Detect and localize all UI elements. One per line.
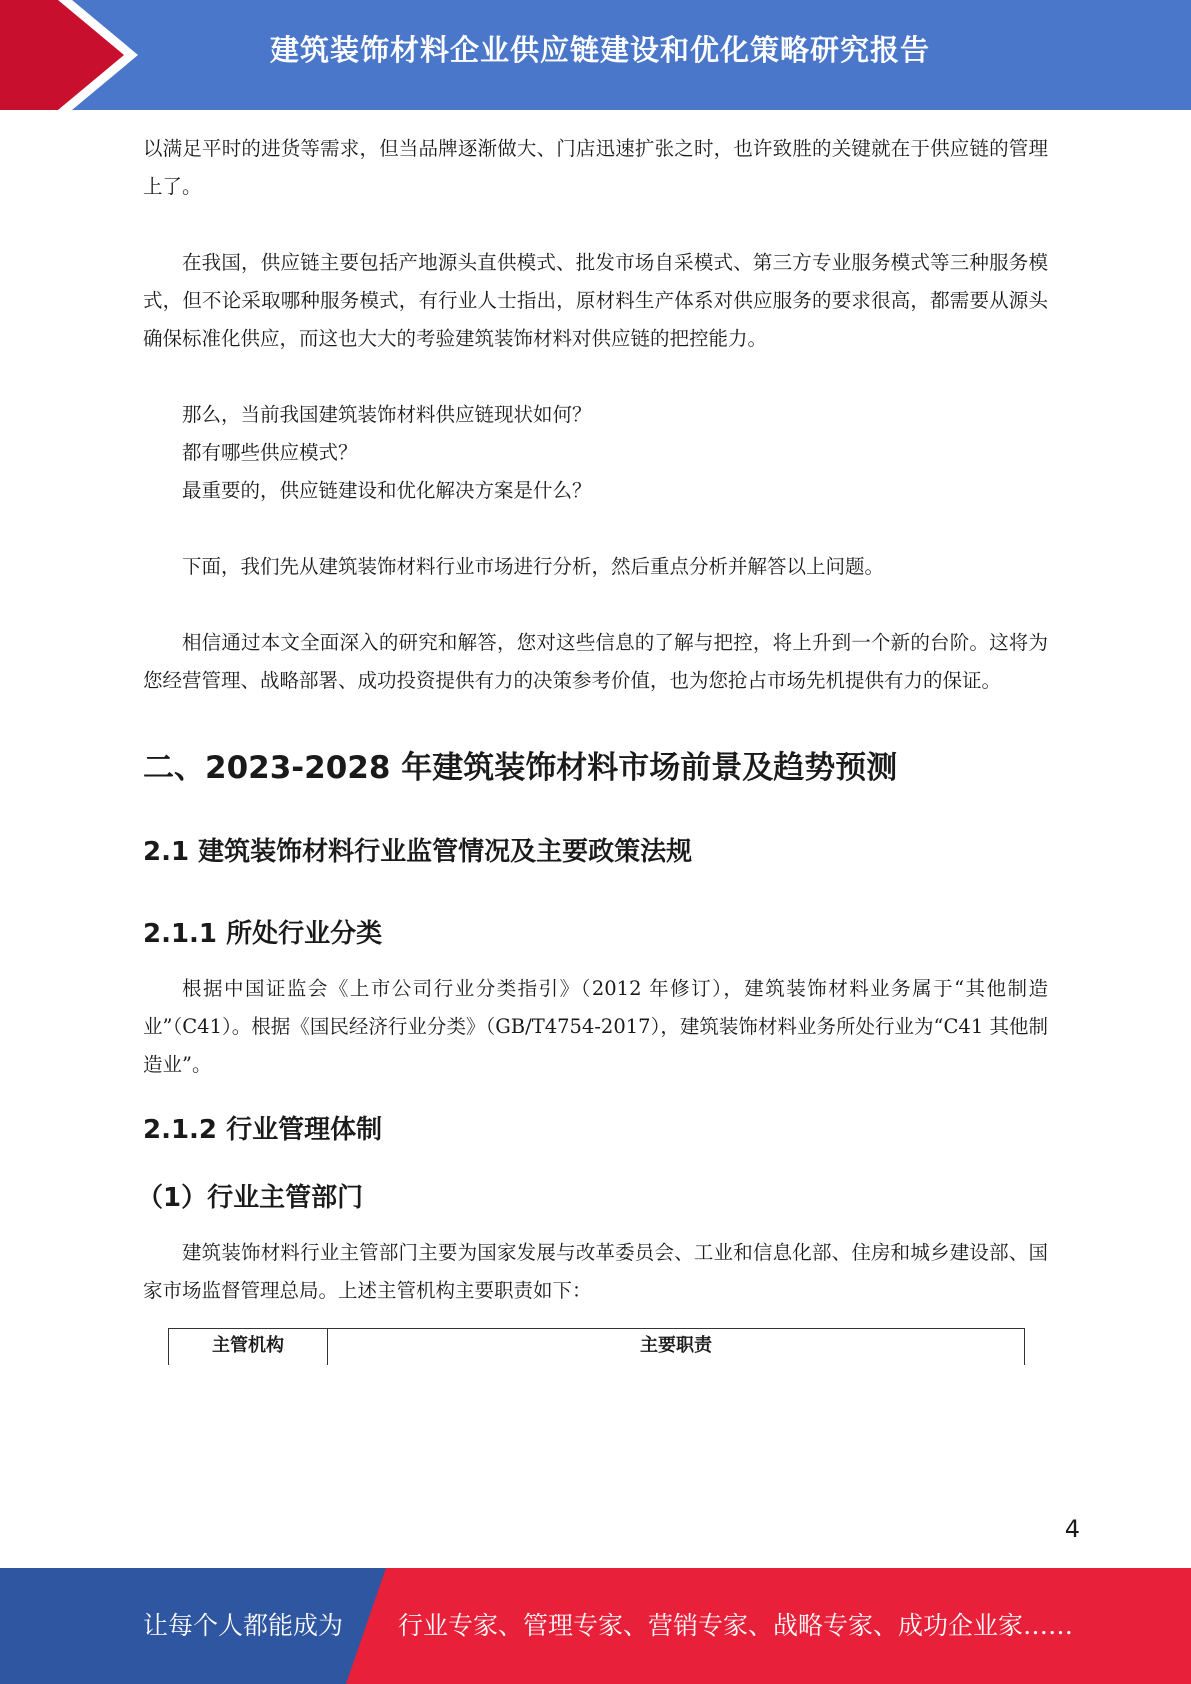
table-header-duties: 主要职责 (640, 1335, 712, 1356)
question-modes: 都有哪些供应模式？ (182, 441, 358, 464)
table-header-authority: 主管机构 (169, 1329, 328, 1365)
paragraph-next: 下面，我们先从建筑装饰材料行业市场进行分析，然后重点分析并解答以上问题。 (182, 555, 885, 578)
paragraph-classification: 根据中国证监会《上市公司行业分类指引》（2012 年修订），建筑装饰材料业务属于“其他制造业”（C41）。根据《国民经济行业分类》（GB/T4754-2017），建筑装饰材料业务所处行业为“C41 其他制造业”。 (143, 977, 1048, 1076)
header-banner (0, 0, 1191, 110)
page-content (137, 130, 1048, 1365)
question-solution: 最重要的，供应链建设和优化解决方案是什么？ (182, 479, 592, 502)
page-number: 4 (1064, 1515, 1080, 1543)
footer-slogan-left: 让每个人都能成为 (143, 1611, 344, 1640)
authority-table (168, 1328, 1025, 1365)
paragraph-trust: 相信通过本文全面深入的研究和解答，您对这些信息的了解与把控，将上升到一个新的台阶。这将为您经营管理、战略部署、成功投资提供有力的决策参考价值，也为您抢占市场先机提供有力的保证。 (143, 631, 1048, 692)
subsection-2-1-2-title: 2.1.2 行业管理体制 (143, 1115, 383, 1145)
footer-slogan-right: 行业专家、管理专家、营销专家、战略专家、成功企业家…… (398, 1611, 1074, 1640)
paragraph-supply-chain-intro: 以满足平时的进货等需求，但当品牌逐渐做大、门店迅速扩张之时，也许致胜的关键就在于供应链的管理上了。 (143, 137, 1048, 198)
subsection-2-1-title: 2.1 建筑装饰材料行业监管情况及主要政策法规 (143, 837, 693, 867)
question-status: 那么，当前我国建筑装饰材料供应链现状如何？ (182, 403, 592, 426)
header-arrow-icon (0, 0, 160, 110)
report-title: 建筑装饰材料企业供应链建设和优化策略研究报告 (269, 33, 930, 67)
subsection-2-1-1-title: 2.1.1 所处行业分类 (143, 919, 383, 949)
section-title: 二、2023-2028 年建筑装饰材料市场前景及趋势预测 (143, 750, 898, 786)
subsection-dept-title: （1）行业主管部门 (137, 1183, 364, 1213)
paragraph-dept: 建筑装饰材料行业主管部门主要为国家发展与改革委员会、工业和信息化部、住房和城乡建设部、国家市场监督管理总局。上述主管机构主要职责如下： (143, 1241, 1048, 1302)
footer-banner (0, 1568, 1191, 1684)
paragraph-supply-chain-modes: 在我国，供应链主要包括产地源头直供模式、批发市场自采模式、第三方专业服务模式等三种服务模式，但不论采取哪种服务模式，有行业人士指出，原材料生产体系对供应服务的要求很高，都需要从源头确保标准化供应，而这也大大的考验建筑装饰材料对供应链的把控能力。 (143, 251, 1048, 350)
